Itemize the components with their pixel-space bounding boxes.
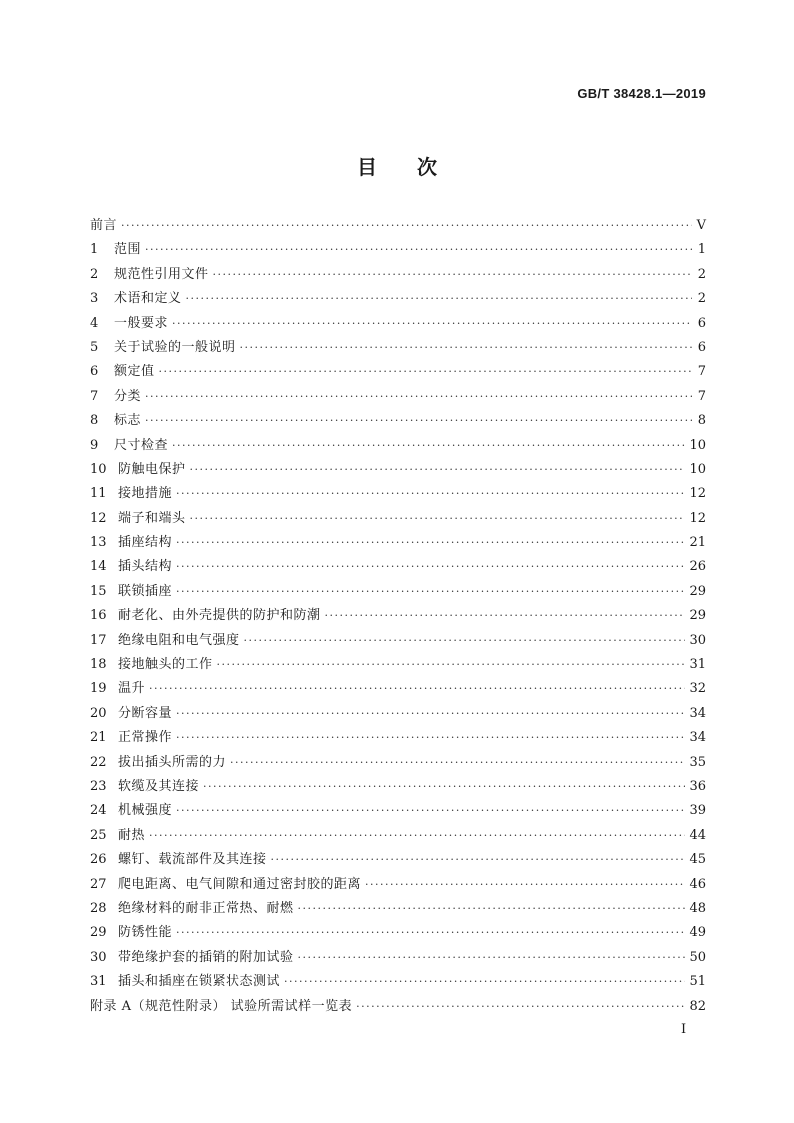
toc-entry-label: 耐老化、由外壳提供的防护和防潮 xyxy=(118,608,321,624)
toc-entry[interactable] xyxy=(90,557,706,581)
toc-entry-number: 26 xyxy=(90,852,107,868)
toc-entry-label: 范围 xyxy=(114,242,142,258)
toc-entry-label: 插头结构 xyxy=(118,559,173,575)
toc-entry-number: 20 xyxy=(90,705,107,721)
toc-dot-leader xyxy=(230,753,685,773)
toc-entry[interactable] xyxy=(90,777,706,801)
toc-entry[interactable] xyxy=(90,362,706,386)
toc-entry-number: 30 xyxy=(90,949,107,965)
toc-entry[interactable] xyxy=(90,314,706,338)
toc-entry-label: 防触电保护 xyxy=(118,461,186,477)
toc-entry-label: 端子和端头 xyxy=(118,510,186,526)
toc-entry-page: 2 xyxy=(697,266,706,282)
toc-entry-label: 分断容量 xyxy=(118,705,173,721)
toc-entry-page: 35 xyxy=(689,754,706,770)
toc-entry[interactable] xyxy=(90,899,706,923)
standard-code: GB/T 38428.1—2019 xyxy=(577,86,706,101)
toc-entry-label: 拔出插头所需的力 xyxy=(118,754,227,770)
toc-entry-page: 10 xyxy=(689,437,706,453)
page-title xyxy=(0,151,794,180)
toc-entry[interactable] xyxy=(90,533,706,557)
toc-entry-number: 29 xyxy=(90,925,107,941)
toc-entry-number: 7 xyxy=(90,388,99,404)
toc-entry-label: 绝缘电阻和电气强度 xyxy=(118,632,240,648)
toc-dot-leader xyxy=(217,655,686,675)
toc-entry-page: 51 xyxy=(689,974,706,990)
toc-entry-page: 82 xyxy=(689,998,706,1014)
toc-entry[interactable] xyxy=(90,850,706,874)
toc-entry-page: 8 xyxy=(697,413,706,429)
toc-entry-number: 15 xyxy=(90,583,107,599)
toc-dot-leader xyxy=(176,923,685,943)
toc-entry-page: 39 xyxy=(689,803,706,819)
toc-entry-page: 21 xyxy=(689,535,706,551)
toc-dot-leader xyxy=(149,826,685,846)
toc-dot-leader xyxy=(176,533,685,553)
toc-entry-label: 带绝缘护套的插销的附加试验 xyxy=(118,949,294,965)
toc-entry[interactable] xyxy=(90,875,706,899)
toc-dot-leader xyxy=(244,631,686,651)
toc-dot-leader xyxy=(186,289,692,309)
toc-dot-leader xyxy=(145,240,692,260)
toc-entry-label: 正常操作 xyxy=(118,730,173,746)
toc-entry-page: V xyxy=(696,218,706,233)
toc-entry-number: 5 xyxy=(90,339,99,355)
toc-entry-page: 49 xyxy=(689,925,706,941)
toc-entry-number: 23 xyxy=(90,778,107,794)
toc-entry[interactable] xyxy=(90,753,706,777)
toc-entry-label: 关于试验的一般说明 xyxy=(114,339,236,355)
toc-entry-label: 插头和插座在锁紧状态测试 xyxy=(118,974,281,990)
title-char-left: 目 xyxy=(357,155,377,179)
toc-entry-label: 分类 xyxy=(114,388,142,404)
toc-entry[interactable] xyxy=(90,216,706,240)
toc-entry-page: 7 xyxy=(697,388,706,404)
toc-entry-label: 额定值 xyxy=(114,364,155,380)
toc-entry-label: 接地措施 xyxy=(118,486,173,502)
toc-entry-number: 12 xyxy=(90,510,107,526)
toc-entry[interactable] xyxy=(90,972,706,996)
toc-entry-label: 联锁插座 xyxy=(118,583,173,599)
toc-entry-label: 术语和定义 xyxy=(114,291,182,307)
toc-entry-label: 软缆及其连接 xyxy=(118,778,200,794)
toc-entry-number: 22 xyxy=(90,754,107,770)
toc-entry-label: 前言 xyxy=(90,218,118,233)
toc-entry-page: 34 xyxy=(689,730,706,746)
toc-entry-label: 防锈性能 xyxy=(118,925,173,941)
toc-entry-label: 螺钉、载流部件及其连接 xyxy=(118,852,267,868)
toc-entry[interactable] xyxy=(90,606,706,630)
toc-dot-leader xyxy=(149,679,685,699)
toc-dot-leader xyxy=(203,777,685,797)
toc-entry-label: 标志 xyxy=(114,413,142,429)
toc-entry-page: 46 xyxy=(689,876,706,892)
toc-entry[interactable] xyxy=(90,728,706,752)
toc-dot-leader xyxy=(145,387,692,407)
toc-entry-label: 接地触头的工作 xyxy=(118,657,213,673)
toc-entry[interactable] xyxy=(90,997,706,1021)
toc-entry[interactable] xyxy=(90,801,706,825)
toc-entry-page: 2 xyxy=(697,291,706,307)
toc-entry-label: 规范性引用文件 xyxy=(114,266,209,282)
toc-entry-label: 附录 A（规范性附录） 试验所需试样一览表 xyxy=(90,998,353,1014)
toc-dot-leader xyxy=(213,265,692,285)
page-number: I xyxy=(681,1022,687,1037)
toc-entry[interactable] xyxy=(90,289,706,313)
toc-entry-page: 10 xyxy=(689,461,706,477)
toc-dot-leader xyxy=(159,362,692,382)
toc-dot-leader xyxy=(172,436,685,456)
toc-entry[interactable] xyxy=(90,631,706,655)
toc-entry[interactable] xyxy=(90,460,706,484)
toc-entry-number: 27 xyxy=(90,876,107,892)
toc-entry-label: 尺寸检查 xyxy=(114,437,169,453)
toc-entry-page: 29 xyxy=(689,608,706,624)
toc-entry[interactable] xyxy=(90,338,706,362)
toc-entry-label: 温升 xyxy=(118,681,146,697)
toc-entry-page: 44 xyxy=(689,827,706,843)
toc-dot-leader xyxy=(176,557,685,577)
table-of-contents xyxy=(90,216,706,1021)
toc-dot-leader xyxy=(298,899,686,919)
toc-dot-leader xyxy=(176,728,685,748)
toc-entry-number: 19 xyxy=(90,681,107,697)
toc-dot-leader xyxy=(121,216,692,236)
toc-entry-number: 9 xyxy=(90,437,99,453)
toc-entry-page: 1 xyxy=(697,242,706,258)
toc-entry-number: 1 xyxy=(90,242,99,258)
toc-entry-number: 31 xyxy=(90,974,107,990)
toc-entry-label: 爬电距离、电气间隙和通过密封胶的距离 xyxy=(118,876,362,892)
toc-entry[interactable] xyxy=(90,582,706,606)
toc-entry-number: 6 xyxy=(90,364,99,380)
toc-entry-label: 插座结构 xyxy=(118,535,173,551)
toc-entry-page: 30 xyxy=(689,632,706,648)
toc-entry-page: 45 xyxy=(689,852,706,868)
toc-entry-number: 24 xyxy=(90,803,107,819)
toc-entry[interactable] xyxy=(90,655,706,679)
toc-entry[interactable] xyxy=(90,240,706,264)
toc-entry[interactable] xyxy=(90,826,706,850)
toc-entry-number: 3 xyxy=(90,291,99,307)
toc-entry-number: 11 xyxy=(90,486,107,502)
toc-entry[interactable] xyxy=(90,411,706,435)
toc-entry-page: 50 xyxy=(689,949,706,965)
toc-entry[interactable] xyxy=(90,948,706,972)
toc-entry-number: 2 xyxy=(90,266,99,282)
toc-entry[interactable] xyxy=(90,679,706,703)
toc-entry[interactable] xyxy=(90,923,706,947)
toc-dot-leader xyxy=(145,411,692,431)
toc-dot-leader xyxy=(284,972,685,992)
toc-entry-number: 13 xyxy=(90,535,107,551)
toc-entry-page: 7 xyxy=(697,364,706,380)
toc-entry-page: 48 xyxy=(689,900,706,916)
toc-entry-number: 14 xyxy=(90,559,107,575)
toc-entry-page: 32 xyxy=(689,681,706,697)
toc-entry-label: 机械强度 xyxy=(118,803,173,819)
toc-dot-leader xyxy=(298,948,686,968)
toc-entry-number: 16 xyxy=(90,608,107,624)
toc-entry[interactable] xyxy=(90,509,706,533)
toc-dot-leader xyxy=(190,509,686,529)
toc-dot-leader xyxy=(240,338,692,358)
toc-dot-leader xyxy=(176,704,685,724)
toc-entry[interactable] xyxy=(90,484,706,508)
toc-entry-page: 29 xyxy=(689,583,706,599)
toc-entry[interactable] xyxy=(90,436,706,460)
toc-entry-page: 12 xyxy=(689,510,706,526)
toc-entry-number: 10 xyxy=(90,461,107,477)
toc-dot-leader xyxy=(325,606,686,626)
toc-entry-page: 6 xyxy=(697,315,706,331)
toc-entry-number: 25 xyxy=(90,827,107,843)
toc-entry-label: 绝缘材料的耐非正常热、耐燃 xyxy=(118,900,294,916)
toc-entry-number: 21 xyxy=(90,730,107,746)
toc-entry[interactable] xyxy=(90,387,706,411)
toc-dot-leader xyxy=(271,850,686,870)
title-char-right: 次 xyxy=(417,155,437,179)
toc-dot-leader xyxy=(356,997,685,1017)
toc-entry-page: 34 xyxy=(689,705,706,721)
toc-dot-leader xyxy=(176,582,685,602)
toc-entry-number: 18 xyxy=(90,657,107,673)
toc-entry-label: 耐热 xyxy=(118,827,146,843)
toc-entry[interactable] xyxy=(90,704,706,728)
toc-dot-leader xyxy=(172,314,692,334)
toc-entry-number: 28 xyxy=(90,900,107,916)
toc-entry[interactable] xyxy=(90,265,706,289)
toc-entry-number: 17 xyxy=(90,632,107,648)
toc-dot-leader xyxy=(176,484,685,504)
toc-entry-page: 26 xyxy=(689,559,706,575)
toc-entry-label: 一般要求 xyxy=(114,315,169,331)
toc-entry-number: 8 xyxy=(90,413,99,429)
toc-entry-page: 36 xyxy=(689,778,706,794)
toc-dot-leader xyxy=(190,460,686,480)
toc-dot-leader xyxy=(176,801,685,821)
toc-entry-page: 6 xyxy=(697,339,706,355)
toc-entry-page: 12 xyxy=(689,486,706,502)
toc-entry-number: 4 xyxy=(90,315,99,331)
toc-entry-page: 31 xyxy=(689,657,706,673)
toc-dot-leader xyxy=(365,875,685,895)
